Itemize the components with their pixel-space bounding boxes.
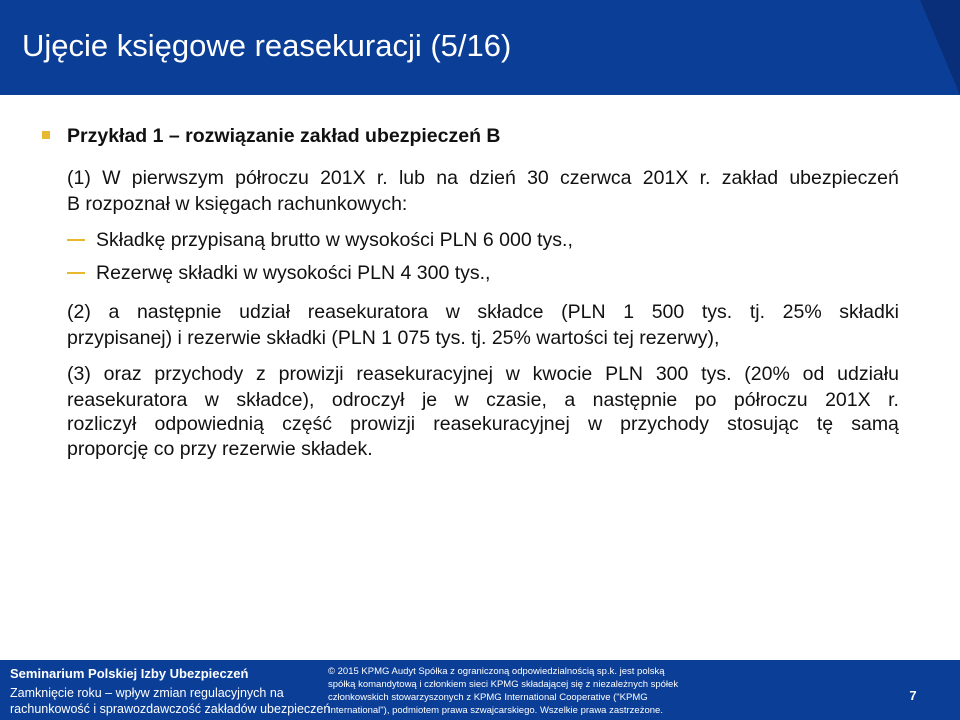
word: 201X: [825, 389, 871, 411]
word: odpowiednią: [154, 413, 264, 435]
word: reasekuratora: [67, 389, 188, 411]
word: dzień: [469, 167, 516, 189]
para3-line2: [67, 388, 899, 412]
word: W: [102, 167, 121, 189]
word: (1): [67, 167, 91, 189]
word: z: [256, 363, 266, 385]
word: tys.: [701, 363, 732, 385]
para3-line1: [67, 362, 899, 386]
word: przychody: [154, 363, 244, 385]
word: następnie: [592, 389, 678, 411]
word: r.: [376, 167, 388, 189]
word: prowizji: [350, 413, 416, 435]
word: r.: [888, 389, 899, 411]
dash-bullet-icon: [67, 239, 85, 241]
word: 1: [623, 301, 635, 323]
word: kwocie: [532, 363, 593, 385]
footer-seminar-title: Seminarium Polskiej Izby Ubezpieczeń: [10, 666, 249, 681]
word: PLN: [605, 363, 644, 385]
word: tę: [816, 413, 834, 435]
word: od: [802, 363, 825, 385]
word: je: [421, 389, 438, 411]
word: reasekuracyjnej: [356, 363, 493, 385]
footer-bar: [0, 660, 960, 720]
word: ubezpieczeń: [789, 167, 899, 189]
word: składki: [839, 301, 899, 323]
footer-subtitle-line2: rachunkowość i sprawozdawczość zakładów ubezpieczeń: [10, 702, 331, 716]
word: tys.: [701, 301, 733, 323]
word: składce: [477, 301, 544, 323]
slide-title: Ujęcie księgowe reasekuracji (5/16): [22, 28, 512, 63]
word: prowizji: [278, 363, 344, 385]
word: samą: [851, 413, 899, 435]
square-bullet-icon: [42, 131, 50, 139]
para2-line1: [67, 300, 899, 324]
page-number: 7: [909, 688, 917, 703]
word: reasekuracyjnej: [433, 413, 570, 435]
footer-copyright-line: członkowskich stowarzyszonych z KPMG International Cooperative ("KPMG: [328, 692, 648, 703]
para1-line2: B rozpoznał w księgach rachunkowych:: [67, 193, 408, 215]
footer-subtitle-line1: Zamknięcie roku – wpływ zmian regulacyjnych na: [10, 686, 284, 700]
word: po: [694, 389, 717, 411]
word: czasie,: [486, 389, 547, 411]
word: w: [445, 301, 460, 323]
para3-line3: [67, 412, 899, 436]
word: lub: [398, 167, 425, 189]
word: rozliczył: [67, 413, 137, 435]
word: część: [282, 413, 332, 435]
word: przychody: [620, 413, 710, 435]
word: udziału: [837, 363, 899, 385]
word: na: [436, 167, 458, 189]
word: 201X: [642, 167, 689, 189]
dash-bullet-icon: [67, 272, 85, 274]
word: 30: [527, 167, 549, 189]
word: w: [454, 389, 469, 411]
word: w: [204, 389, 219, 411]
word: w: [587, 413, 603, 435]
word: udział: [239, 301, 291, 323]
sub-item-reserve: Rezerwę składki w wysokości PLN 4 300 tys.,: [96, 262, 491, 284]
word: następnie: [136, 301, 222, 323]
word: tj.: [749, 301, 766, 323]
word: r.: [699, 167, 711, 189]
word: oraz: [103, 363, 142, 385]
word: półroczu: [235, 167, 309, 189]
para2-line2: przypisanej) i rezerwie składki (PLN 1 075 tys. tj. 25% wartości tej rezerwy),: [67, 327, 720, 349]
footer-copyright-line: spółką komandytową i członkiem sieci KPMG składającej się z niezależnych spółek: [328, 679, 679, 690]
example-heading: Przykład 1 – rozwiązanie zakład ubezpieczeń B: [67, 125, 501, 147]
para3-line4: proporcję co przy rezerwie składek.: [67, 438, 373, 460]
word: (PLN: [561, 301, 606, 323]
word: (20%: [744, 363, 790, 385]
word: 201X: [320, 167, 366, 189]
word: czerwca: [560, 167, 632, 189]
word: 500: [651, 301, 685, 323]
word: odroczył: [331, 389, 405, 411]
word: a: [564, 389, 576, 411]
word: w: [505, 363, 520, 385]
word: zakład: [721, 167, 779, 189]
word: składce),: [236, 389, 315, 411]
word: (3): [67, 363, 91, 385]
para1-line1: [67, 166, 899, 190]
word: półroczu: [733, 389, 808, 411]
word: reasekuratora: [307, 301, 429, 323]
footer-copyright-line: © 2015 KPMG Audyt Spółka z ograniczoną odpowiedzialnością sp.k. jest polską: [328, 666, 665, 677]
footer-copyright-line: International"), podmiotem prawa szwajcarskiego. Wszelkie prawa zastrzeżone.: [328, 705, 663, 716]
word: 25%: [782, 301, 822, 323]
word: pierwszym: [131, 167, 224, 189]
word: 300: [655, 363, 689, 385]
sub-item-premium: Składkę przypisaną brutto w wysokości PLN 6 000 tys.,: [96, 229, 573, 251]
word: stosując: [727, 413, 799, 435]
word: (2): [67, 301, 91, 323]
word: a: [108, 301, 120, 323]
